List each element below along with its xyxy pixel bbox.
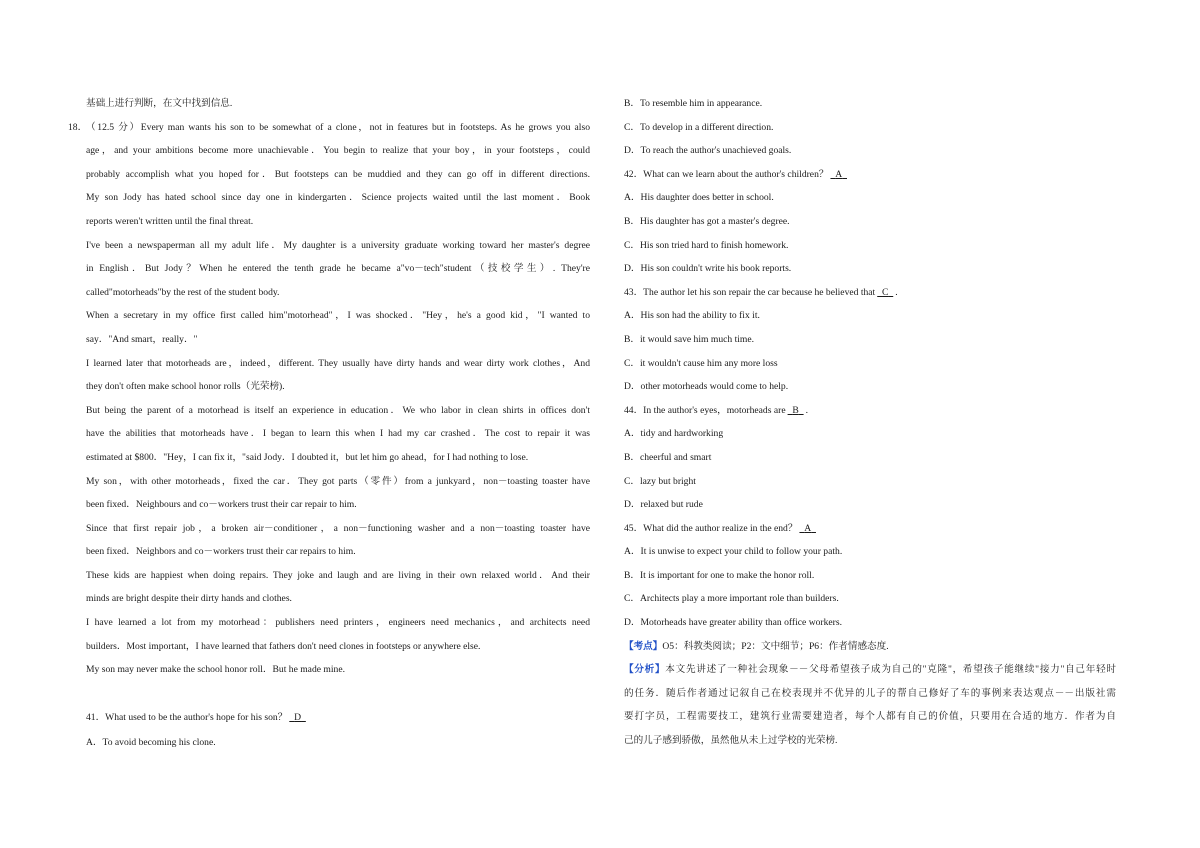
fenxi-line: 要打字员，工程需要技工，建筑行业需要建造者，每个人都有自己的价值，只要用在合适的地方．作者为自 <box>624 711 1116 723</box>
answer-value: C <box>882 286 889 298</box>
passage-line: probably accomplish what you hoped for．But footsteps can be muddied and they can go off in different directions. <box>86 168 590 180</box>
kaodian-text: O5：科教类阅读；P2：文中细节；P6：作者情感态度. <box>662 640 889 652</box>
answer-value: A <box>835 168 843 180</box>
answer-value: D <box>294 712 302 724</box>
answer-blank <box>797 517 818 541</box>
fenxi-line: 的任务．随后作者通过记叙自己在校表现并不优异的儿子的帮自己修好了车的事例来表达观点－－出版社需 <box>624 687 1116 699</box>
passage-line: I've been a newspaperman all my adult life．My daughter is a university graduate working toward her master's degree <box>86 239 590 251</box>
passage-line: reports weren't written until the final threat. <box>86 215 254 227</box>
passage-line: in English．But Jody？When he entered the tenth grade he became a"vo－tech"student（技校学生）. They're <box>86 263 590 275</box>
answer-blank <box>828 163 849 187</box>
option: C．Architects play a more important role than builders. <box>624 593 839 605</box>
option: A．tidy and hardworking <box>624 428 724 440</box>
passage-line: minds are bright despite their dirty hands and clothes. <box>86 593 292 605</box>
option: D．other motorheads would come to help. <box>624 381 789 393</box>
question-text: 43．The author let his son repair the car because he believed that <box>624 286 876 298</box>
option: D．relaxed but rude <box>624 499 703 511</box>
passage-line: I learned later that motorheads are，indeed，different. They usually have dirty hands and wear dirty work clothes，And <box>86 357 590 369</box>
fenxi-line: 己的儿子感到骄傲，虽然他从未上过学校的光荣榜. <box>624 735 838 747</box>
intro-line: 基础上进行判断，在文中找到信息. <box>86 98 233 109</box>
option: A．It is unwise to expect your child to follow your path. <box>624 546 843 558</box>
option: C．lazy but bright <box>624 475 696 487</box>
question-text: 45．What did the author realize in the end？ <box>624 522 798 534</box>
right-column <box>624 92 1116 753</box>
question-45 <box>624 517 1116 541</box>
question-number: 18． <box>68 121 88 133</box>
question-tail: . <box>895 286 898 298</box>
passage-line: have the abilities that motorheads have．I began to learn this when I had my car crashed．The cost to repair it was <box>86 428 590 440</box>
option: A．To avoid becoming his clone. <box>86 737 216 749</box>
passage-line: been fixed．Neighbors and co－workers trust their car repairs to him. <box>86 546 356 558</box>
fenxi-label: 【分析】 <box>624 664 666 676</box>
question-41 <box>86 705 590 731</box>
kaodian-line <box>624 635 1116 659</box>
option: C．His son tried hard to finish homework. <box>624 239 789 251</box>
spacer <box>86 682 590 706</box>
passage-line: （12.5 分）Every man wants his son to be somewhat of a clone，not in features but in footsteps. As he grows you also <box>86 121 590 133</box>
option: A．His son had the ability to fix it. <box>624 310 760 322</box>
option: A．His daughter does better in school. <box>624 192 774 204</box>
passage-line: But being the parent of a motorhead is itself an experience in education．We who labor in clean shirts in offices don't <box>86 404 590 416</box>
question-text: 44．In the author's eyes，motorheads are <box>624 404 786 416</box>
option: B．His daughter has got a master's degree. <box>624 215 790 227</box>
passage-line: they don't often make school honor rolls（光荣榜). <box>86 381 285 393</box>
option: B．It is important for one to make the honor roll. <box>624 569 815 581</box>
answer-value: B <box>792 404 799 416</box>
fenxi-text: 本文先讲述了一种社会现象－－父母希望孩子成为自己的"克隆"，希望孩子能继续"接力"自己年轻时 <box>665 664 1116 676</box>
passage-line: My son may never make the school honor roll．But he made mine. <box>86 664 345 676</box>
answer-blank <box>875 281 898 305</box>
passage-line: When a secretary in my office first called him"motorhead"，I was shocked．"Hey，he's a good kid，"I wanted to <box>86 310 590 322</box>
question-text: 42．What can we learn about the author's children？ <box>624 168 829 180</box>
question-text: 41．What used to be the author's hope for his son？ <box>86 712 288 724</box>
passage-line: These kids are happiest when doing repairs. They joke and laugh and are living in their own relaxed world．And their <box>86 569 590 581</box>
passage-line: builders．Most important，I have learned that fathers don't need clones in footsteps or anywhere else. <box>86 640 481 652</box>
answer-blank <box>786 399 806 423</box>
kaodian-label: 【考点】 <box>624 640 663 652</box>
passage-line: say．"And smart，really．" <box>86 333 198 345</box>
passage-line: My son Jody has hated school since day one in kindergarten．Science projects waited until the last moment．Book <box>86 192 590 204</box>
option: C．it wouldn't cause him any more loss <box>624 357 778 369</box>
question-42 <box>624 163 1116 187</box>
passage-line: Since that first repair job，a broken air－conditioner，a non－functioning washer and a non－toasting toaster have <box>86 522 590 534</box>
question-44 <box>624 399 1116 423</box>
answer-blank <box>287 705 308 731</box>
answer-value: A <box>804 522 812 534</box>
option: D．Motorheads have greater ability than office workers. <box>624 617 843 629</box>
passage-line: I have learned a lot from my motorhead：publishers need printers，engineers need mechanics，and architects need <box>86 617 590 629</box>
option: D．To reach the author's unachieved goals. <box>624 145 792 157</box>
passage <box>68 116 590 682</box>
option: C．To develop in a different direction. <box>624 121 774 133</box>
left-column <box>68 92 590 755</box>
option: D．His son couldn't write his book reports. <box>624 263 792 275</box>
passage-line: estimated at $800．"Hey，I can fix it，"said Jody．I doubted it，but let him go ahead，for I had nothing to lose. <box>86 451 529 463</box>
option: B．cheerful and smart <box>624 451 712 463</box>
question-tail: . <box>805 404 808 416</box>
passage-line: age，and your ambitions become more unachievable．You begin to realize that your boy，in your footsteps，could <box>86 145 590 157</box>
passage-line: My son，with other motorheads，fixed the car．They got parts（零件）from a junkyard，non－toasting toaster have <box>86 475 590 487</box>
fenxi-line <box>624 658 1116 682</box>
option: B．To resemble him in appearance. <box>624 98 763 109</box>
passage-line: been fixed．Neighbours and co－workers trust their car repair to him. <box>86 499 357 511</box>
question-43 <box>624 281 1116 305</box>
passage-line: called"motorheads"by the rest of the student body. <box>86 286 280 298</box>
option: B．it would save him much time. <box>624 333 755 345</box>
